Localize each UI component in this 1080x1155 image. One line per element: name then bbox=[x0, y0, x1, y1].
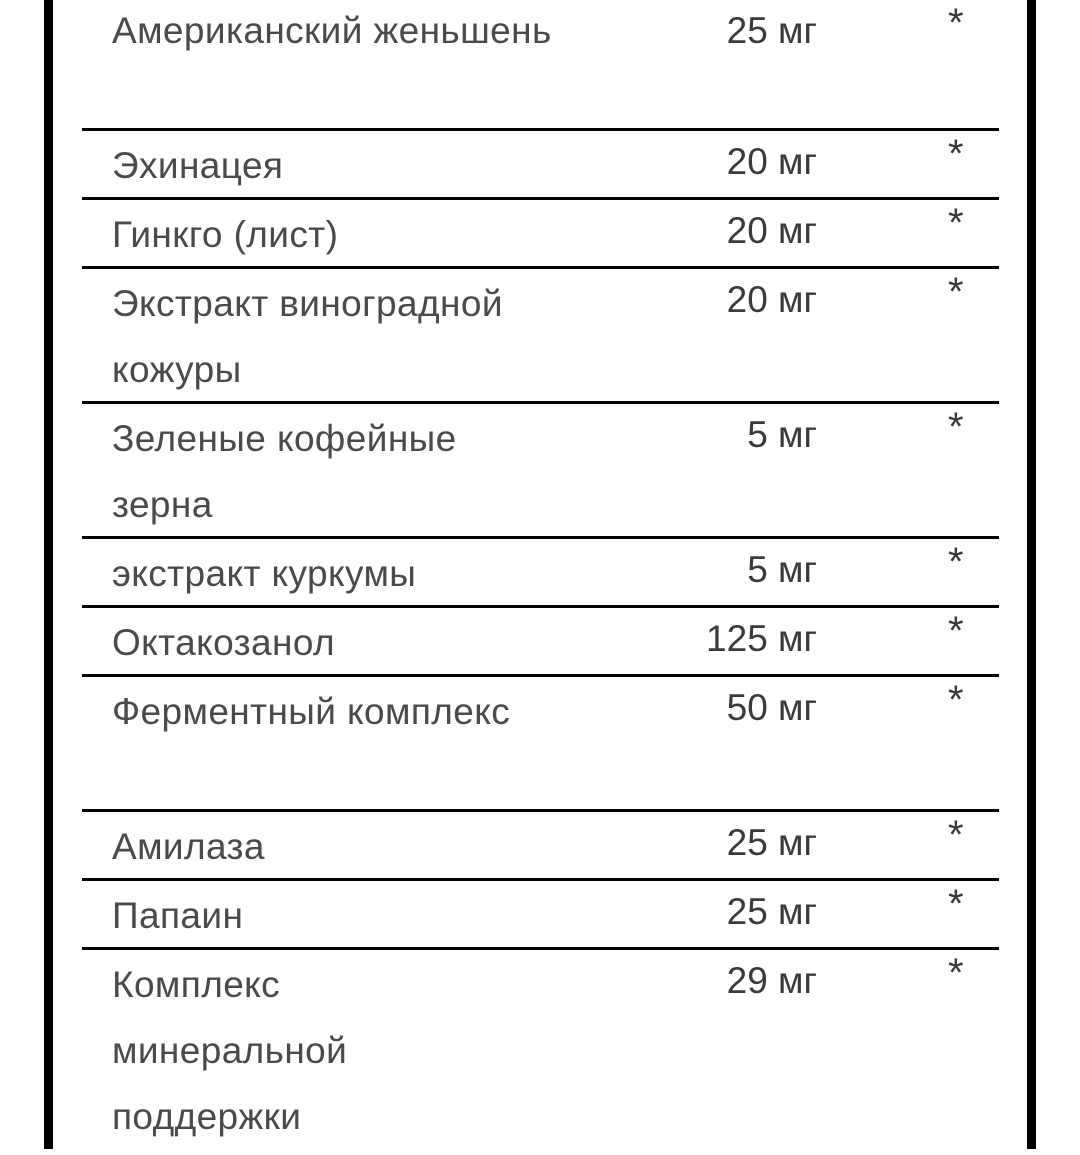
table-row bbox=[82, 950, 999, 1155]
ingredient-amount: 50 мг bbox=[726, 687, 817, 728]
ingredient-amount: 25 мг bbox=[726, 10, 817, 51]
daily-value-mark: * bbox=[948, 201, 964, 245]
table-row bbox=[82, 269, 999, 404]
daily-value-mark: * bbox=[948, 1, 964, 45]
table-row bbox=[82, 131, 999, 200]
ingredient-amount: 5 мг bbox=[747, 414, 817, 455]
ingredient-amount: 20 мг bbox=[726, 210, 817, 251]
ingredient-amount: 20 мг bbox=[726, 141, 817, 182]
ingredient-amount: 125 мг bbox=[706, 618, 817, 659]
daily-value-mark: * bbox=[948, 678, 964, 722]
ingredient-name: экстракт куркумы bbox=[112, 553, 417, 594]
daily-value-mark: * bbox=[948, 132, 964, 176]
ingredient-name: Американский женьшень bbox=[112, 10, 552, 51]
ingredient-amount: 5 мг bbox=[747, 549, 817, 590]
ingredients-table bbox=[82, 0, 999, 1155]
ingredient-name: Экстракт виноградной кожуры bbox=[112, 283, 503, 390]
daily-value-mark: * bbox=[948, 405, 964, 449]
daily-value-mark: * bbox=[948, 882, 964, 926]
table-row bbox=[82, 677, 999, 812]
ingredient-amount: 25 мг bbox=[726, 891, 817, 932]
daily-value-mark: * bbox=[948, 813, 964, 857]
table-row bbox=[82, 539, 999, 608]
daily-value-mark: * bbox=[948, 540, 964, 584]
table-row bbox=[82, 0, 999, 131]
ingredient-name: Октакозанол bbox=[112, 622, 335, 663]
ingredient-amount: 29 мг bbox=[726, 960, 817, 1001]
table-row bbox=[82, 608, 999, 677]
table-row bbox=[82, 200, 999, 269]
ingredient-name: Амилаза bbox=[112, 826, 265, 867]
daily-value-mark: * bbox=[948, 609, 964, 653]
ingredient-name: Комплекс минеральной поддержки bbox=[112, 964, 348, 1137]
ingredient-name: Ферментный комплекс bbox=[112, 691, 511, 732]
table-row bbox=[82, 812, 999, 881]
ingredient-amount: 25 мг bbox=[726, 822, 817, 863]
ingredient-name: Гинкго (лист) bbox=[112, 214, 339, 255]
ingredient-name: Зеленые кофейные зерна bbox=[112, 418, 457, 525]
table-row bbox=[82, 881, 999, 950]
ingredient-name: Папаин bbox=[112, 895, 244, 936]
ingredient-name: Эхинацея bbox=[112, 145, 284, 186]
daily-value-mark: * bbox=[948, 270, 964, 314]
daily-value-mark: * bbox=[948, 951, 964, 995]
ingredient-amount: 20 мг bbox=[726, 279, 817, 320]
table-row bbox=[82, 404, 999, 539]
